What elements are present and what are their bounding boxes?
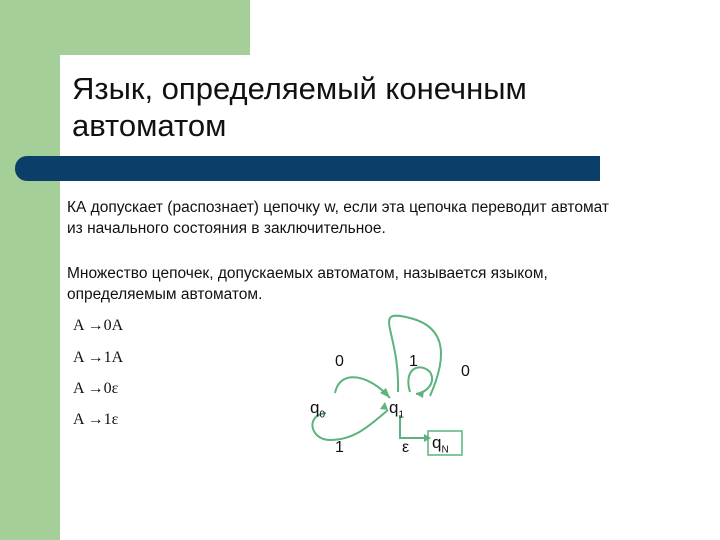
- transition-label-q1-zero: 0: [461, 363, 470, 380]
- slide-title-line-1: Язык, определяемый конечным: [72, 71, 527, 106]
- loop-q1-inner: [408, 367, 432, 394]
- transition-label-q0-zero: 0: [335, 353, 344, 370]
- grammar-rule: A →0A: [73, 317, 124, 334]
- state-q1-sub: 1: [398, 409, 405, 421]
- grammar-rule: A →1A: [73, 349, 124, 366]
- slide-title-line-2: автоматом: [72, 108, 227, 143]
- state-qN-base: q: [432, 433, 442, 452]
- grammar-rule: A →1ε: [73, 411, 119, 428]
- transition-label-q0-one: 1: [335, 439, 344, 456]
- state-q0-sub: 0: [319, 409, 326, 421]
- arrowhead-q1-loop: [416, 390, 424, 398]
- grammar-rule: A →0ε: [73, 380, 119, 397]
- paragraph-acceptance-line-1: КА допускает (распознает) цепочку w, если эта цепочка переводит автомат: [67, 199, 610, 216]
- paragraph-language-line-1: Множество цепочек, допускаемых автоматом, называется языком,: [67, 265, 548, 282]
- state-q1-base: q: [389, 398, 399, 417]
- arrowhead-q0-q1-one: [380, 402, 388, 410]
- transition-label-q1-one: 1: [409, 353, 418, 370]
- paragraph-language-line-2: определяемым автоматом.: [67, 286, 263, 303]
- state-qN: [432, 433, 449, 455]
- state-q0: [310, 398, 325, 420]
- state-q1: [389, 398, 404, 420]
- edge-q1-qN-epsilon: [400, 415, 427, 438]
- state-qN-sub: N: [441, 444, 449, 456]
- transition-label-epsilon: ε: [402, 439, 410, 456]
- paragraph-acceptance-line-2: из начального состояния в заключительное.: [67, 220, 386, 237]
- edge-q0-q1-zero: [335, 377, 390, 398]
- state-q0-base: q: [310, 398, 320, 417]
